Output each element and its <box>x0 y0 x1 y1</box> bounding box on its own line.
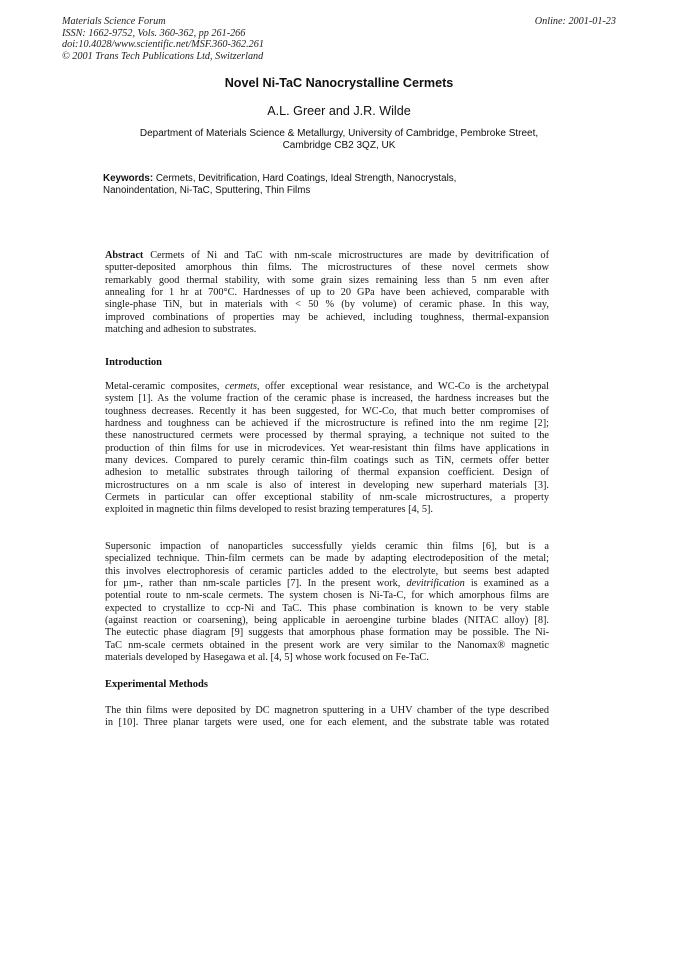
abstract-text: sputter-deposited amorphous thin films. The microstructures of these novel cermets show <box>105 262 549 274</box>
body-line: microstructures on a nm scale is also of interest in developing new superhard materials [3]. <box>105 479 549 491</box>
body-line: in [10]. Three planar targets were used, one for each element, and the substrate table was rotated <box>105 717 549 729</box>
online-date: Online: 2001-01-23 <box>534 16 616 27</box>
body-line: production of thin films for use in microdevices. Yet wear-resistant thin films have applications in <box>105 442 549 454</box>
body-line: this involves electrophoresis of ceramic particles added to the electrolyte, but seems best adapted <box>105 565 549 577</box>
section-heading-introduction: Introduction <box>105 357 162 368</box>
body-line: TaC nm-scale cermets obtained in the present work are very similar to the Nanomax® magnetic <box>105 639 549 651</box>
emphasis: cermets <box>225 381 258 392</box>
body-line: Supersonic impaction of nanoparticles successfully yields ceramic thin films [6], but is a <box>105 541 549 552</box>
introduction-paragraph <box>105 381 549 517</box>
introduction-paragraph <box>105 541 549 664</box>
abstract-text: single-phase TiN, but in materials with < 50 % (by volume) of ceramic phase. In this way, <box>105 299 549 311</box>
abstract <box>105 250 549 336</box>
body-line: these nanostructured cermets were processed by thermal spraying, a technique not suited to the <box>105 430 549 442</box>
text-run: Metal-ceramic composites, <box>105 381 226 392</box>
body-line: hardness and toughness can be achieved if the microstructure is refined into the nm regime [2]; <box>105 418 549 430</box>
text-run: is examined as a <box>464 578 549 590</box>
issn-line: ISSN: 1662-9752, Vols. 360-362, pp 261-266 <box>62 27 246 39</box>
keywords-text: Nanoindentation, Ni-TaC, Sputtering, Thin Films <box>103 185 311 197</box>
body-line: adhesion to metallic substrates through tailoring of thermal expansion coefficient. Design of <box>105 467 549 479</box>
abstract-text: annealing for 1 hr at 700°C. Hardnesses of up to 20 GPa have been achieved, comparable with <box>105 287 549 299</box>
journal-header <box>62 16 264 62</box>
journal-name: Materials Science Forum <box>62 16 166 27</box>
affiliation-line: Cambridge CB2 3QZ, UK <box>282 140 396 152</box>
abstract-label: Abstract <box>105 250 144 261</box>
body-line: Cermets in particular can offer exceptional stability of nm-scale microstructures, a property <box>105 492 549 504</box>
copyright-line: © 2001 Trans Tech Publications Ltd, Switzerland <box>62 50 264 62</box>
paper-title: Novel Ni-TaC Nanocrystalline Cermets <box>224 76 454 90</box>
keywords-text: Cermets, Devitrification, Hard Coatings, Ideal Strength, Nanocrystals, <box>153 173 457 184</box>
methods-paragraph <box>105 705 549 730</box>
body-line: (against reaction or coarsening), being applicable in aeroengine turbine blades (NITAC alloy) [8]. <box>105 615 549 627</box>
abstract-text: matching and adhesion to substrates. <box>105 324 257 336</box>
keywords-label: Keywords: <box>103 173 154 184</box>
affiliation-line: Department of Materials Science & Metallurgy, University of Cambridge, Pembroke Street, <box>139 128 539 139</box>
abstract-text: improved combinations of properties may be achieved, including toughness, thermal-expansion <box>105 311 549 323</box>
text-run: , offer exceptional wear resistance, and WC-Co is the archetypal <box>257 381 549 392</box>
body-line: expected to crystallize to ccp-Ni and TaC. This phase combination is known to be very stable <box>105 602 549 614</box>
body-line: The thin films were deposited by DC magnetron sputtering in a UHV chamber of the type described <box>105 705 549 716</box>
body-line: specialized technique. Thin-film cermets can be made by adapting electrodeposition of the metal; <box>105 553 549 565</box>
affiliation <box>100 128 578 153</box>
keywords <box>103 173 533 198</box>
body-line: materials developed by Hasegawa et al. [4, 5] whose work focused on Fe-TaC. <box>105 652 429 664</box>
body-line: exploited in magnetic thin films developed to resist brazing temperatures [4, 5]. <box>105 504 433 516</box>
body-line: system [1]. As the volume fraction of the ceramic phase is increased, the hardness increases but the <box>105 393 549 405</box>
abstract-text: Cermets of Ni and TaC with nm-scale microstructures are made by devitrification of <box>143 250 549 261</box>
section-heading-methods: Experimental Methods <box>105 679 208 690</box>
body-line: toughness decreases. Recently it has been suggested, for WC-Co, that much better compromises of <box>105 405 549 417</box>
paper-authors: A.L. Greer and J.R. Wilde <box>267 104 411 118</box>
body-line: The eutectic phase diagram [9] suggests that amorphous phase formation may be possible. The Ni- <box>105 627 549 639</box>
emphasis: devitrification <box>406 578 465 590</box>
abstract-text: remarkably good thermal stability, with some grain sizes remaining less than 5 nm even after <box>105 274 549 286</box>
text-run: for µm-, rather than nm-scale particles [7]. In the present work, <box>105 578 407 590</box>
body-line: potential route to nm-scale cermets. The system chosen is Ni-Ta-C, for which amorphous films are <box>105 590 549 602</box>
doi-line[interactable]: doi:10.4028/www.scientific.net/MSF.360-362.261 <box>62 39 264 51</box>
body-line: many devices. Compared to purely ceramic thin-film coatings such as TiN, cermets offer better <box>105 455 549 467</box>
